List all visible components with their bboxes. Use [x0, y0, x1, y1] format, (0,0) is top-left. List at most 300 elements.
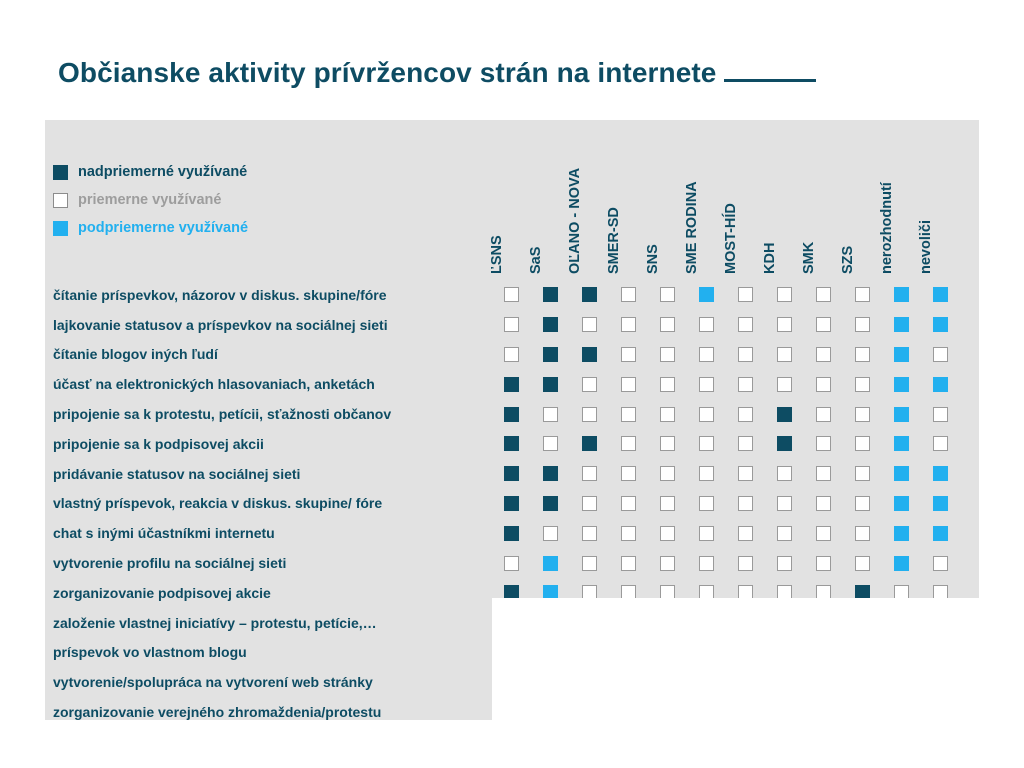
heatmap-cell [765, 287, 804, 302]
heatmap-cell [921, 347, 960, 362]
heatmap-cell [843, 496, 882, 511]
heatmap-marker-avg-icon [699, 526, 714, 541]
row-cells [492, 347, 960, 362]
heatmap-marker-avg-icon [855, 556, 870, 571]
heatmap-cell [492, 526, 531, 541]
table-row [45, 369, 979, 399]
heatmap-marker-avg-icon [816, 347, 831, 362]
column-header [605, 120, 648, 278]
heatmap-cell [804, 287, 843, 302]
heatmap-marker-below-icon [894, 526, 909, 541]
heatmap-marker-above-icon [543, 347, 558, 362]
heatmap-cell [804, 436, 843, 451]
heatmap-cell [843, 407, 882, 422]
heatmap-marker-avg-icon [933, 407, 948, 422]
column-header-label: SaS [527, 246, 544, 274]
row-label: príspevok vo vlastnom blogu [53, 644, 247, 661]
column-header [527, 120, 570, 278]
heatmap-cell [843, 466, 882, 481]
heatmap-marker-above-icon [582, 347, 597, 362]
heatmap-marker-avg-icon [699, 377, 714, 392]
heatmap-cell [531, 436, 570, 451]
heatmap-cell [882, 526, 921, 541]
heatmap-cell [570, 317, 609, 332]
heatmap-cell [765, 317, 804, 332]
heatmap-marker-avg-icon [699, 466, 714, 481]
row-label: čítanie príspevkov, názorov v diskus. skupine/fóre [53, 286, 387, 303]
heatmap-cell [687, 526, 726, 541]
heatmap-cell [492, 317, 531, 332]
heatmap-cell [882, 496, 921, 511]
heatmap-marker-avg-icon [699, 496, 714, 511]
heatmap-marker-below-icon [933, 287, 948, 302]
heatmap-marker-above-icon [582, 436, 597, 451]
heatmap-cell [648, 407, 687, 422]
heatmap-cell [921, 287, 960, 302]
legend-swatch-above-icon [53, 165, 68, 180]
row-label: chat s inými účastníkmi internetu [53, 525, 275, 542]
heatmap-marker-avg-icon [738, 556, 753, 571]
heatmap-cell [843, 526, 882, 541]
heatmap-marker-avg-icon [543, 407, 558, 422]
heatmap-cell [687, 317, 726, 332]
heatmap-marker-above-icon [777, 407, 792, 422]
heatmap-cell [804, 526, 843, 541]
heatmap-marker-avg-icon [582, 496, 597, 511]
heatmap-marker-avg-icon [855, 317, 870, 332]
heatmap-cell [921, 407, 960, 422]
heatmap-marker-above-icon [582, 287, 597, 302]
heatmap-marker-below-icon [894, 466, 909, 481]
heatmap-marker-avg-icon [699, 317, 714, 332]
heatmap-cell [648, 287, 687, 302]
heatmap-marker-avg-icon [504, 556, 519, 571]
heatmap-cell [648, 377, 687, 392]
heatmap-cell [882, 377, 921, 392]
heatmap-marker-below-icon [894, 317, 909, 332]
heatmap-marker-below-icon [894, 407, 909, 422]
column-header [644, 120, 687, 278]
row-label: pripojenie sa k protestu, petícii, sťažnosti občanov [53, 406, 392, 423]
heatmap-marker-avg-icon [582, 317, 597, 332]
heatmap-marker-avg-icon [621, 347, 636, 362]
heatmap-cell [492, 466, 531, 481]
heatmap-marker-avg-icon [777, 556, 792, 571]
heatmap-marker-avg-icon [582, 407, 597, 422]
heatmap-marker-avg-icon [738, 466, 753, 481]
column-header-label: KDH [761, 242, 778, 274]
heatmap-cell [687, 287, 726, 302]
row-cells [492, 526, 960, 541]
table-row [45, 280, 979, 310]
heatmap-cell [570, 496, 609, 511]
table-row [45, 429, 979, 459]
legend-item-average [53, 186, 353, 214]
heatmap-cell [921, 556, 960, 571]
heatmap-marker-avg-icon [660, 556, 675, 571]
heatmap-marker-avg-icon [738, 347, 753, 362]
heatmap-cell [570, 526, 609, 541]
row-cells [492, 466, 960, 481]
heatmap-cell [492, 556, 531, 571]
heatmap-cell [648, 496, 687, 511]
heatmap-cell [531, 317, 570, 332]
heatmap-marker-avg-icon [738, 526, 753, 541]
heatmap-marker-avg-icon [621, 407, 636, 422]
heatmap-cell [843, 377, 882, 392]
heatmap-marker-avg-icon [660, 496, 675, 511]
heatmap-cell [882, 436, 921, 451]
heatmap-marker-avg-icon [777, 526, 792, 541]
column-header [878, 120, 921, 278]
heatmap-marker-avg-icon [738, 496, 753, 511]
heatmap-cell [765, 436, 804, 451]
heatmap-cell [609, 377, 648, 392]
row-label: pripojenie sa k podpisovej akcii [53, 435, 264, 452]
title-underline [724, 79, 816, 82]
heatmap-cell [726, 287, 765, 302]
heatmap-cell [804, 407, 843, 422]
heatmap-marker-below-icon [933, 466, 948, 481]
heatmap-marker-avg-icon [660, 466, 675, 481]
heatmap-marker-avg-icon [816, 526, 831, 541]
heatmap-marker-avg-icon [582, 556, 597, 571]
heatmap-cell [531, 347, 570, 362]
column-header-label: SMER-SD [605, 207, 622, 274]
table-row [45, 399, 979, 429]
heatmap-cell [648, 347, 687, 362]
column-header [683, 120, 726, 278]
heatmap-marker-avg-icon [777, 377, 792, 392]
heatmap-cell [882, 407, 921, 422]
table-row [45, 548, 979, 578]
heatmap-marker-avg-icon [543, 526, 558, 541]
heatmap-cell [531, 466, 570, 481]
heatmap-cell [531, 556, 570, 571]
page-title: Občianske aktivity prívržencov strán na internete [58, 57, 717, 88]
heatmap-cell [765, 407, 804, 422]
column-header [917, 120, 960, 278]
row-label: zorganizovanie verejného zhromaždenia/protestu [53, 704, 382, 721]
heatmap-marker-avg-icon [660, 526, 675, 541]
column-header [488, 120, 531, 278]
heatmap-marker-avg-icon [855, 377, 870, 392]
heatmap-cell [609, 287, 648, 302]
heatmap-cell [492, 287, 531, 302]
row-cells [492, 436, 960, 451]
column-header-label: SME RODINA [683, 181, 700, 274]
column-header-label: SMK [800, 241, 817, 274]
heatmap-cell [765, 556, 804, 571]
row-label: zorganizovanie podpisovej akcie [53, 584, 271, 601]
row-label: vlastný príspevok, reakcia v diskus. skupine/ fóre [53, 495, 383, 512]
heatmap-marker-avg-icon [660, 377, 675, 392]
heatmap-marker-avg-icon [699, 556, 714, 571]
heatmap-marker-avg-icon [855, 526, 870, 541]
heatmap-cell [648, 556, 687, 571]
heatmap-marker-avg-icon [777, 466, 792, 481]
heatmap-cell [687, 377, 726, 392]
row-label: vytvorenie profilu na sociálnej sieti [53, 555, 287, 572]
heatmap-cell [492, 377, 531, 392]
column-header-label: nevoliči [917, 220, 934, 274]
heatmap-cell [804, 377, 843, 392]
heatmap-marker-avg-icon [660, 347, 675, 362]
heatmap-cell [804, 556, 843, 571]
heatmap-marker-above-icon [504, 436, 519, 451]
heatmap-cell [531, 287, 570, 302]
row-label: lajkovanie statusov a príspevkov na sociálnej sieti [53, 316, 388, 333]
heatmap-marker-avg-icon [933, 436, 948, 451]
heatmap-cell [726, 317, 765, 332]
column-header-label: ĽSNS [488, 235, 505, 274]
heatmap-cell [648, 526, 687, 541]
heatmap-cell [882, 287, 921, 302]
heatmap-marker-above-icon [543, 496, 558, 511]
heatmap-marker-avg-icon [738, 407, 753, 422]
heatmap-marker-avg-icon [621, 556, 636, 571]
row-label: čítanie blogov iných ľudí [53, 346, 218, 363]
heatmap-cell [687, 407, 726, 422]
heatmap-marker-avg-icon [777, 317, 792, 332]
heatmap-marker-avg-icon [621, 377, 636, 392]
heatmap-cell [804, 496, 843, 511]
heatmap-marker-above-icon [504, 466, 519, 481]
heatmap-cell [531, 526, 570, 541]
heatmap-cell [765, 496, 804, 511]
heatmap-cell [726, 347, 765, 362]
heatmap-marker-avg-icon [621, 436, 636, 451]
title-area [58, 47, 979, 99]
heatmap-marker-below-icon [699, 287, 714, 302]
heatmap-cell [843, 347, 882, 362]
heatmap-marker-avg-icon [621, 526, 636, 541]
heatmap-cell [921, 466, 960, 481]
legend-swatch-below-icon [53, 221, 68, 236]
heatmap-marker-avg-icon [816, 287, 831, 302]
heatmap-cell [765, 347, 804, 362]
heatmap-cell [570, 407, 609, 422]
legend-label-below: podpriemerne využívané [78, 220, 249, 236]
heatmap-cell [921, 496, 960, 511]
heatmap-marker-avg-icon [660, 436, 675, 451]
heatmap-cell [648, 436, 687, 451]
heatmap-marker-avg-icon [738, 436, 753, 451]
table-row [45, 489, 979, 519]
heatmap-marker-avg-icon [738, 377, 753, 392]
heatmap-cell [609, 496, 648, 511]
row-cells [492, 556, 960, 571]
heatmap-cell [687, 466, 726, 481]
heatmap-cell [609, 526, 648, 541]
heatmap-marker-avg-icon [621, 287, 636, 302]
heatmap-cell [687, 436, 726, 451]
heatmap-marker-above-icon [777, 436, 792, 451]
heatmap-cell [570, 556, 609, 571]
heatmap-cell [570, 287, 609, 302]
heatmap-cell [843, 436, 882, 451]
heatmap-cell [726, 526, 765, 541]
heatmap-marker-avg-icon [933, 347, 948, 362]
row-cells [492, 407, 960, 422]
heatmap-marker-above-icon [504, 377, 519, 392]
heatmap-marker-avg-icon [738, 287, 753, 302]
heatmap-marker-avg-icon [621, 317, 636, 332]
heatmap-marker-below-icon [933, 526, 948, 541]
heatmap-marker-avg-icon [621, 496, 636, 511]
heatmap-marker-avg-icon [660, 407, 675, 422]
heatmap-marker-avg-icon [933, 556, 948, 571]
legend [53, 158, 353, 242]
heatmap-marker-avg-icon [660, 317, 675, 332]
heatmap-marker-avg-icon [582, 377, 597, 392]
heatmap-marker-avg-icon [777, 287, 792, 302]
heatmap-cell [765, 526, 804, 541]
heatmap-cell [843, 556, 882, 571]
heatmap-marker-below-icon [894, 287, 909, 302]
heatmap-marker-avg-icon [777, 347, 792, 362]
heatmap-marker-avg-icon [816, 496, 831, 511]
heatmap-cell [531, 377, 570, 392]
heatmap-cell [726, 496, 765, 511]
heatmap-marker-below-icon [933, 496, 948, 511]
heatmap-cell [921, 526, 960, 541]
heatmap-cell [726, 377, 765, 392]
heatmap-cell [648, 466, 687, 481]
row-label: účasť na elektronických hlasovaniach, anketách [53, 376, 375, 393]
heatmap-marker-avg-icon [855, 287, 870, 302]
row-label: pridávanie statusov na sociálnej sieti [53, 465, 301, 482]
heatmap-cell [492, 496, 531, 511]
row-cells [492, 377, 960, 392]
heatmap-marker-avg-icon [504, 287, 519, 302]
heatmap-marker-avg-icon [816, 466, 831, 481]
heatmap-marker-avg-icon [855, 347, 870, 362]
heatmap-marker-avg-icon [855, 496, 870, 511]
heatmap-cell [843, 287, 882, 302]
heatmap-marker-below-icon [894, 436, 909, 451]
column-header [761, 120, 804, 278]
heatmap-marker-avg-icon [582, 526, 597, 541]
column-header [800, 120, 843, 278]
heatmap-marker-below-icon [894, 347, 909, 362]
heatmap-cell [765, 377, 804, 392]
heatmap-marker-avg-icon [699, 407, 714, 422]
legend-label-above: nadpriemerné využívané [78, 164, 248, 180]
heatmap-cell [921, 377, 960, 392]
column-header-label: SZS [839, 245, 856, 274]
heatmap-cell [492, 436, 531, 451]
heatmap-marker-below-icon [933, 317, 948, 332]
table-row [45, 459, 979, 489]
heatmap-marker-avg-icon [816, 556, 831, 571]
row-cells [492, 287, 960, 302]
heatmap-marker-avg-icon [816, 377, 831, 392]
heatmap-cell [570, 466, 609, 481]
heatmap-cell [531, 407, 570, 422]
heatmap-cell [609, 317, 648, 332]
heatmap-marker-avg-icon [777, 496, 792, 511]
heatmap-marker-avg-icon [855, 466, 870, 481]
heatmap-marker-avg-icon [816, 407, 831, 422]
column-header-label: OĽANO - NOVA [566, 167, 583, 274]
heatmap-cell [609, 347, 648, 362]
heatmap-marker-avg-icon [621, 466, 636, 481]
heatmap-cell [882, 466, 921, 481]
heatmap-cell [921, 317, 960, 332]
heatmap-marker-below-icon [543, 556, 558, 571]
heatmap-cell [726, 407, 765, 422]
heatmap-cell [726, 556, 765, 571]
heatmap-marker-above-icon [543, 317, 558, 332]
chart-panel [45, 120, 979, 720]
heatmap-marker-below-icon [894, 377, 909, 392]
heatmap-cell [687, 347, 726, 362]
panel-bottom-spacer [492, 598, 979, 720]
column-headers [488, 120, 960, 278]
heatmap-marker-avg-icon [699, 436, 714, 451]
table-row [45, 340, 979, 370]
heatmap-cell [882, 556, 921, 571]
heatmap-marker-avg-icon [699, 347, 714, 362]
heatmap-cell [609, 556, 648, 571]
heatmap-cell [726, 466, 765, 481]
column-header-label: SNS [644, 244, 661, 274]
row-cells [492, 496, 960, 511]
heatmap-marker-avg-icon [582, 466, 597, 481]
heatmap-cell [609, 466, 648, 481]
heatmap-marker-avg-icon [738, 317, 753, 332]
heatmap-cell [882, 317, 921, 332]
heatmap-marker-below-icon [894, 556, 909, 571]
heatmap-marker-above-icon [504, 526, 519, 541]
heatmap-cell [492, 347, 531, 362]
legend-item-above [53, 158, 353, 186]
legend-swatch-average-icon [53, 193, 68, 208]
heatmap-cell [882, 347, 921, 362]
heatmap-marker-avg-icon [855, 407, 870, 422]
heatmap-marker-below-icon [894, 496, 909, 511]
heatmap-marker-avg-icon [855, 436, 870, 451]
heatmap-cell [687, 496, 726, 511]
heatmap-marker-below-icon [933, 377, 948, 392]
table-row [45, 518, 979, 548]
heatmap-marker-avg-icon [504, 317, 519, 332]
heatmap-marker-above-icon [543, 377, 558, 392]
column-header [839, 120, 882, 278]
row-label: založenie vlastnej iniciatívy – protestu, petície,… [53, 614, 377, 631]
column-header [722, 120, 765, 278]
heatmap-cell [570, 377, 609, 392]
column-header [566, 120, 609, 278]
heatmap-cell [765, 466, 804, 481]
heatmap-marker-above-icon [543, 287, 558, 302]
heatmap-cell [804, 317, 843, 332]
heatmap-cell [648, 317, 687, 332]
heatmap-cell [804, 347, 843, 362]
legend-label-average: priemerne využívané [78, 192, 222, 208]
heatmap-cell [609, 436, 648, 451]
heatmap-cell [921, 436, 960, 451]
heatmap-marker-above-icon [504, 496, 519, 511]
column-header-label: nerozhodnutí [878, 182, 895, 274]
row-cells [492, 317, 960, 332]
heatmap-marker-above-icon [504, 407, 519, 422]
heatmap-cell [531, 496, 570, 511]
heatmap-cell [687, 556, 726, 571]
legend-item-below [53, 214, 353, 242]
heatmap-marker-avg-icon [816, 317, 831, 332]
